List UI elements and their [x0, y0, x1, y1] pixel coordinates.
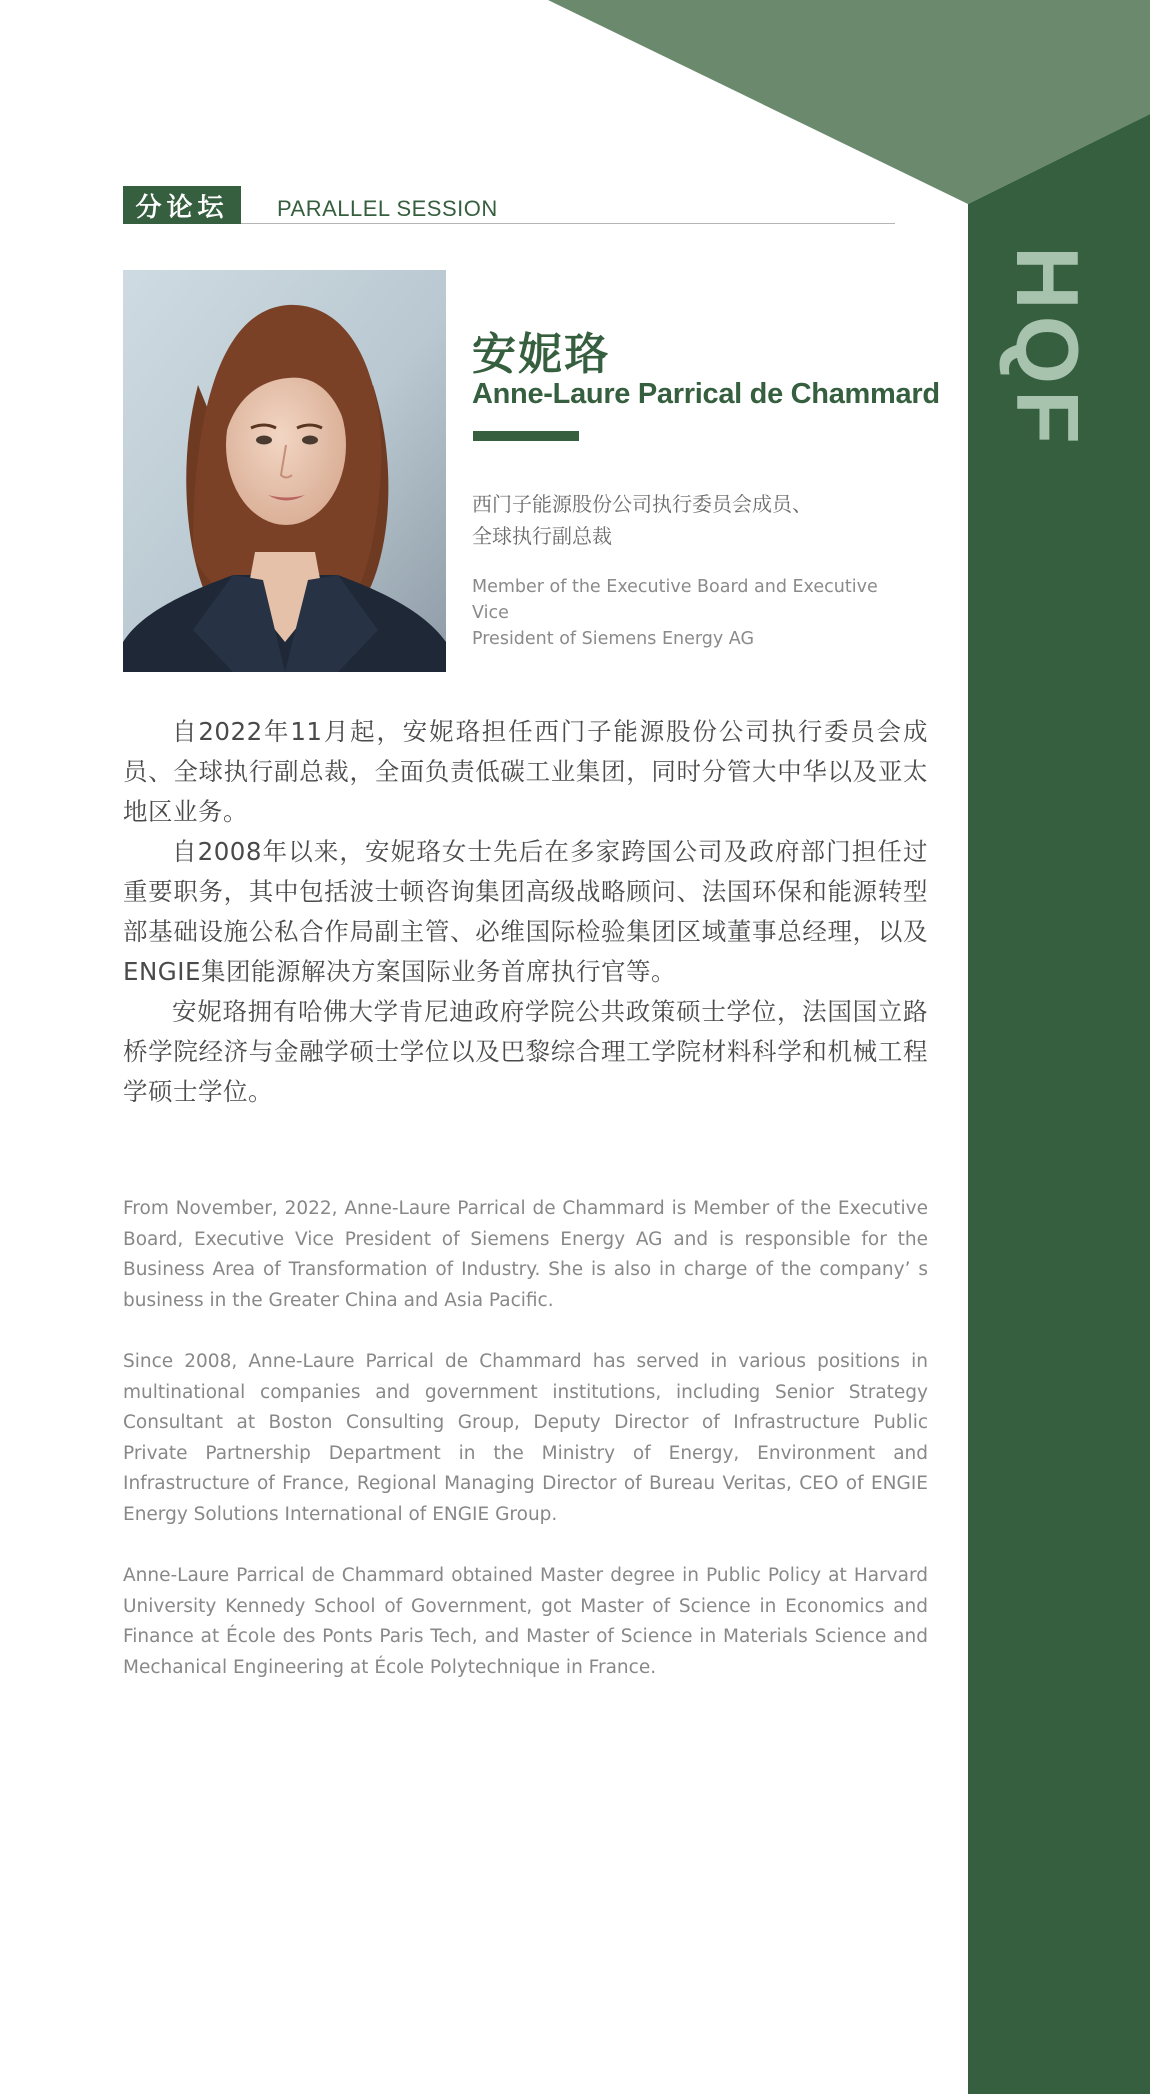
bio-cn-paragraph: 自2022年11月起，安妮珞担任西门子能源股份公司执行委员会成员、全球执行副总裁，全面负责低碳工业集团，同时分管大中华以及亚太地区业务。: [123, 717, 928, 826]
name-underline-bar: [473, 431, 579, 441]
biography-cn: [123, 712, 928, 1112]
section-header: [123, 186, 895, 226]
speaker-title-en-line: Member of the Executive Board and Executive Vice: [472, 577, 878, 623]
section-tag-cn: 分论坛: [123, 186, 241, 224]
section-divider: [241, 223, 895, 224]
bio-en-paragraph: Since 2008, Anne-Laure Parrical de Chammard has served in various positions in multinational companies and government institutions, including Senior Strategy Consultant at Boston Consulting Group, Deputy Director of Infrastructure Public Private Partnership Department in the Ministry of Energy, Environment and Infrastructure of France, Regional Managing Director of Bureau Veritas, CEO of ENGIE Energy Solutions International of ENGIE Group.: [123, 1351, 928, 1525]
portrait-illustration: [123, 270, 446, 672]
biography-en: [123, 1194, 928, 1714]
speaker-title-en-line: President of Siemens Energy AG: [472, 629, 754, 649]
bio-cn-paragraph: 自2008年以来，安妮珞女士先后在多家跨国公司及政府部门担任过重要职务，其中包括波士顿咨询集团高级战略顾问、法国环保和能源转型部基础设施公私合作局副主管、必维国际检验集团区域董事总经理，以及ENGIE集团能源解决方案国际业务首席执行官等。: [123, 837, 928, 986]
speaker-portrait: [123, 270, 446, 672]
speaker-title-en: [472, 574, 912, 652]
bio-cn-paragraph: 安妮珞拥有哈佛大学肯尼迪政府学院公共政策硕士学位，法国国立路桥学院经济与金融学硕士学位以及巴黎综合理工学院材料科学和机械工程学硕士学位。: [123, 997, 928, 1106]
section-tag-en: PARALLEL SESSION: [277, 196, 498, 221]
brand-logo-text: HQF: [998, 245, 1098, 450]
bio-en-paragraph: Anne-Laure Parrical de Chammard obtained Master degree in Public Policy at Harvard University Kennedy School of Government, got Master of Science in Economics and Finance at École des Ponts Paris Tech, and Master of Science in Materials Science and Mechanical Engineering at École Polytechnique in France.: [123, 1565, 928, 1678]
speaker-name-cn: 安妮珞: [472, 329, 610, 380]
speaker-title-cn-line: 全球执行副总裁: [472, 524, 612, 548]
speaker-name-en: Anne-Laure Parrical de Chammard: [472, 378, 940, 410]
speaker-title-cn: [472, 488, 892, 552]
brand-logo: [998, 245, 1098, 450]
speaker-title-cn-line: 西门子能源股份公司执行委员会成员、: [472, 492, 812, 516]
bio-en-paragraph: From November, 2022, Anne-Laure Parrical de Chammard is Member of the Executive Board, Executive Vice President of Siemens Energy AG and is responsible for the Business Area of Transformation of Industry. She is also in charge of the company’ s business in the Greater China and Asia Pacific.: [123, 1198, 928, 1311]
